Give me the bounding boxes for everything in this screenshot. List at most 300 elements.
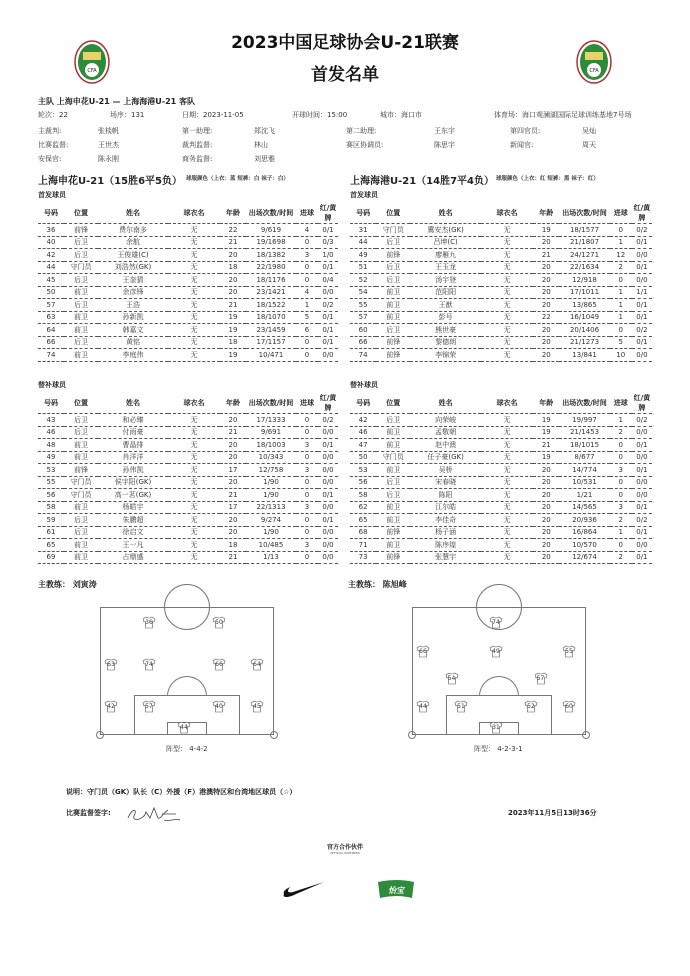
table-cell: 21 [533,439,559,452]
table-cell: 前卫 [376,286,410,299]
table-cell: 16/1049 [559,311,609,324]
table-cell: 无 [168,324,220,337]
partners-label-en: OFFICIAL PARTNERS [330,851,360,855]
table-cell: 前卫 [64,501,98,514]
table-cell: 前锋 [376,336,410,349]
table-cell: 侯宇阳(GK) [98,476,168,489]
table-cell: 53 [38,464,64,477]
table-row [350,464,652,477]
player-shirt-icon [416,700,430,713]
table-cell: 无 [481,551,533,564]
table-cell: 占鼎盛 [98,551,168,564]
table-cell: 0/1 [632,311,652,324]
signature-time: 2023年11月5日13时36分 [508,809,597,817]
table-cell: 44 [350,236,376,249]
svg-text:CFA: CFA [87,68,97,74]
svg-text:怡宝: 怡宝 [388,886,404,895]
table-cell: 前锋 [376,349,410,362]
table-cell: 9/691 [246,426,296,439]
official-label: 主裁判: [38,127,62,135]
table-header-row [38,203,338,224]
table-cell: 20 [220,476,246,489]
table-cell: 14/774 [559,464,609,477]
table-row [350,551,652,564]
table-cell: 1 [610,414,632,427]
table-cell: 李锦荣 [410,349,480,362]
table-cell: 0/1 [318,261,338,274]
column-header: 球衣名 [168,203,220,224]
table-cell: 36 [38,224,64,237]
table-cell: 2 [610,551,632,564]
table-cell: 0 [610,224,632,237]
table-cell: 0/1 [318,514,338,527]
player-shirt-icon [524,700,538,713]
table-cell: 吴桥 [410,464,480,477]
table-cell: 12/918 [559,274,609,287]
table-cell: 60 [350,324,376,337]
table-cell: 52 [350,274,376,287]
table-cell: 肖洋洋 [98,451,168,464]
table-cell: 0/0 [632,426,652,439]
official-name: 周天 [582,141,596,149]
table-cell: 0 [610,451,632,464]
home-formation-pitch [100,607,274,735]
table-cell: 18/1522 [246,299,296,312]
table-cell: 42 [38,249,64,262]
table-cell: 前锋 [376,526,410,539]
table-cell: 20 [533,476,559,489]
table-cell: 朱鹏超 [98,514,168,527]
table-cell: 20 [533,261,559,274]
table-cell: 0/2 [632,514,652,527]
table-cell: 3 [610,501,632,514]
table-cell: 王浩 [98,299,168,312]
table-cell: 21 [220,489,246,502]
player-shirt-icon [489,721,503,734]
player-shirt-icon [489,645,503,658]
table-cell: 57 [350,311,376,324]
table-cell: 20 [220,286,246,299]
table-cell: 9/274 [246,514,296,527]
table-cell: 守门员 [376,451,410,464]
table-cell: 0/1 [632,464,652,477]
table-cell: 0/1 [632,501,652,514]
table-row [38,236,338,249]
table-cell: 余彦锋 [98,286,168,299]
table-cell: 17/1157 [246,336,296,349]
home-team-title: 上海申花U-21（15胜6平5负） [38,176,183,187]
shirt-number: 52 [527,703,535,710]
table-cell: 18/1003 [246,439,296,452]
table-cell: 1/90 [246,526,296,539]
corner-arc [96,731,104,739]
table-cell: 范阳阳 [410,286,480,299]
column-header: 出场次数/时间 [559,203,609,224]
table-cell: 21/1453 [559,426,609,439]
player-shirt-icon [212,658,226,671]
official-name: 吴灿 [582,127,596,135]
table-cell: 无 [481,236,533,249]
table-cell: 13/841 [559,349,609,362]
table-cell: 前卫 [64,551,98,564]
table-cell: 0 [610,439,632,452]
table-cell: 后卫 [64,526,98,539]
table-cell: 孟敬朝 [410,426,480,439]
table-cell: 20 [533,324,559,337]
player-shirt-icon [416,645,430,658]
official-name: 林山 [254,141,268,149]
player-shirt-icon [142,658,156,671]
table-cell: 0/0 [632,249,652,262]
table-cell: 无 [168,236,220,249]
official-name: 张棪帆 [98,127,119,135]
column-header: 出场次数/时间 [246,203,296,224]
table-cell: 后卫 [376,236,410,249]
table-cell: 22 [533,311,559,324]
official-name: 郑沈飞 [254,127,275,135]
table-cell: 69 [38,551,64,564]
table-cell: 4 [296,286,318,299]
table-cell: 48 [38,439,64,452]
player-shirt-icon [562,645,576,658]
supervisor-signature-label: 比赛监督签字: [66,809,111,817]
table-cell: 彭号 [410,311,480,324]
shirt-number: 36 [145,619,153,626]
table-cell: 57 [38,299,64,312]
table-cell: 20 [220,439,246,452]
table-cell: 0 [296,551,318,564]
table-cell: 40 [38,236,64,249]
table-cell: 无 [168,439,220,452]
table-cell: 和必臻 [98,414,168,427]
table-cell: 0 [296,526,318,539]
away-coach: 主教练： 陈旭峰 [348,580,407,589]
table-cell: 0/0 [318,464,338,477]
table-cell: 0/0 [632,274,652,287]
home-subs-table [38,393,338,564]
table-cell: 0 [296,349,318,362]
table-cell: 0/1 [318,324,338,337]
table-cell: 19 [220,311,246,324]
table-row [350,439,652,452]
table-row [38,249,338,262]
table-cell: 前锋 [376,551,410,564]
official-name: 王世杰 [98,141,119,149]
table-cell: 46 [38,426,64,439]
table-cell: 0/1 [318,489,338,502]
table-cell: 0/0 [632,539,652,552]
table-cell: 4 [296,224,318,237]
column-header: 出场次数/时间 [559,393,609,414]
table-cell: 前锋 [64,224,98,237]
table-cell: 0/2 [632,324,652,337]
table-cell: 0 [296,336,318,349]
table-cell: 49 [38,451,64,464]
player-shirt-icon [212,616,226,629]
table-cell: 20 [533,526,559,539]
table-cell: 无 [481,224,533,237]
table-row [350,489,652,502]
penalty-arc [479,676,519,696]
table-cell: 前卫 [376,311,410,324]
table-cell: 0/2 [318,414,338,427]
away-kit-colors: 球服颜色（上衣：红 短裤：黑 袜子：红） [496,176,599,182]
table-cell: 徐启文 [98,526,168,539]
table-cell: 73 [350,551,376,564]
table-cell: 20 [533,551,559,564]
table-row [350,349,652,362]
table-cell: 1 [610,286,632,299]
table-cell: 前卫 [376,539,410,552]
table-cell: 0 [296,236,318,249]
column-header: 球衣名 [481,203,533,224]
table-cell: 0/0 [318,501,338,514]
table-cell: 守门员 [376,224,410,237]
penalty-arc [167,676,207,696]
table-cell: 前锋 [376,249,410,262]
table-cell: 李庭伟 [98,349,168,362]
table-cell: 陈阳 [410,489,480,502]
table-cell: 3 [296,539,318,552]
column-header: 进球 [296,203,318,224]
column-header: 球衣名 [481,393,533,414]
table-cell: 李佳奇 [410,514,480,527]
table-cell: 0/0 [318,526,338,539]
table-cell: 0/2 [632,414,652,427]
table-cell: 0/1 [318,439,338,452]
table-cell: 前卫 [376,501,410,514]
away-team-title: 上海海港U-21（14胜7平4负） [350,176,495,187]
table-cell: 21 [533,249,559,262]
match-date: 日期：2023-11-05 [182,111,244,119]
table-cell: 17 [220,464,246,477]
column-header: 出场次数/时间 [246,393,296,414]
table-cell: 0/1 [632,236,652,249]
shirt-number: 55 [565,648,573,655]
table-cell: 高一茗(GK) [98,489,168,502]
table-cell: 无 [481,336,533,349]
legend-note: 说明：守门员（GK）队长（C）外援（F）港澳特区和台湾地区球员（☆） [66,788,297,796]
player-shirt-icon [177,721,191,734]
table-cell: 0 [296,414,318,427]
official-name: 陈永刚 [98,155,119,163]
city: 城市：海口市 [380,111,422,119]
shirt-number: 50 [215,619,223,626]
table-cell: 17 [220,501,246,514]
table-cell: 20 [220,414,246,427]
table-cell: 21/1273 [559,336,609,349]
home-starters-label: 首发球员 [38,191,66,199]
table-cell: 王奎猜 [98,274,168,287]
table-cell: 12/674 [559,551,609,564]
table-cell: 0 [610,324,632,337]
table-cell: 58 [350,489,376,502]
table-cell: 2 [610,261,632,274]
table-cell: 0/0 [318,539,338,552]
table-cell: 0/1 [632,526,652,539]
table-cell: 费尔南多 [98,224,168,237]
table-row [38,501,338,514]
table-cell: 0 [296,261,318,274]
table-cell: 无 [168,311,220,324]
table-cell: 0 [296,476,318,489]
table-cell: 守门员 [64,476,98,489]
table-cell: 无 [168,451,220,464]
table-cell: 1 [610,311,632,324]
table-cell: 1/90 [246,489,296,502]
table-cell: 62 [350,501,376,514]
table-cell: 74 [350,349,376,362]
table-cell: 20 [533,539,559,552]
shirt-number: 54 [447,675,456,682]
table-cell: 王一凡 [98,539,168,552]
table-cell: 1/21 [559,489,609,502]
table-cell: 18 [220,539,246,552]
away-starters-label: 首发球员 [350,191,378,199]
table-cell: 20 [533,286,559,299]
table-cell: 19 [533,414,559,427]
table-row [38,299,338,312]
table-cell: 50 [350,451,376,464]
table-cell: 0/2 [318,299,338,312]
table-cell: 18 [220,261,246,274]
table-cell: 3 [610,464,632,477]
shirt-number: 51 [457,703,465,710]
table-cell: 无 [481,261,533,274]
column-header: 号码 [350,393,376,414]
table-cell: 20 [533,299,559,312]
table-cell: 20 [533,274,559,287]
table-cell: 无 [481,514,533,527]
table-cell: 无 [481,274,533,287]
yibao-logo [376,878,416,900]
table-cell: 20 [220,451,246,464]
table-cell: 无 [168,489,220,502]
table-cell: 后卫 [64,274,98,287]
official-name: 陈思宇 [434,141,455,149]
column-header: 进球 [610,203,632,224]
table-cell: 44 [38,261,64,274]
table-cell: 1 [610,236,632,249]
table-cell: 20 [220,274,246,287]
table-cell: 无 [481,286,533,299]
table-cell: 0/0 [318,451,338,464]
table-cell: 3 [296,439,318,452]
table-cell: 18/1577 [559,224,609,237]
stadium: 体育场：海口观澜湖国际足球训练基地7号场 [494,111,632,119]
table-cell: 江尔皓 [410,501,480,514]
table-cell: 孙伟凯 [98,464,168,477]
column-header: 姓名 [410,203,480,224]
table-cell: 韩嘉文 [98,324,168,337]
column-header: 进球 [610,393,632,414]
table-row [350,426,652,439]
table-cell: 49 [350,249,376,262]
shirt-number: 57 [536,675,545,682]
table-cell: 前卫 [64,439,98,452]
table-cell: 王俊雄(C) [98,249,168,262]
corner-arc [270,731,278,739]
table-cell: 0/0 [318,426,338,439]
table-cell: 21 [220,236,246,249]
player-shirt-icon [142,700,156,713]
table-cell: 0/1 [632,261,652,274]
table-cell: 18/1015 [559,439,609,452]
table-row [38,224,338,237]
table-cell: 16/864 [559,526,609,539]
table-cell: 10/570 [559,539,609,552]
table-cell: 无 [481,299,533,312]
table-cell: 无 [168,274,220,287]
table-cell: 19/1698 [246,236,296,249]
table-cell: 无 [481,539,533,552]
table-cell: 13/865 [559,299,609,312]
table-cell: 无 [481,526,533,539]
column-header: 位置 [64,393,98,414]
table-cell: 熊世豪 [410,324,480,337]
table-row [38,539,338,552]
official-label: 安保官: [38,155,62,163]
column-header: 姓名 [410,393,480,414]
table-cell: 8/677 [559,451,609,464]
table-cell: 74 [38,349,64,362]
table-cell: 前卫 [376,439,410,452]
table-cell: 19/997 [559,414,609,427]
table-row [350,501,652,514]
table-cell: 无 [481,451,533,464]
shirt-number: 31 [492,724,500,731]
table-cell: 3 [296,464,318,477]
table-cell: 无 [481,489,533,502]
table-cell: 无 [481,311,533,324]
table-cell: 后卫 [64,236,98,249]
table-cell: 1/90 [246,476,296,489]
table-row [350,451,652,464]
player-shirt-icon [212,700,226,713]
table-row [38,336,338,349]
table-cell: 后卫 [376,489,410,502]
table-cell: 23/1421 [246,286,296,299]
table-cell: 0/1 [318,336,338,349]
official-label: 新闻官: [510,141,534,149]
nike-logo [282,880,326,898]
table-cell: 吕坤(C) [410,236,480,249]
table-row [350,224,652,237]
table-cell: 1/1 [632,286,652,299]
table-cell: 17/1333 [246,414,296,427]
home-subs-label: 替补球员 [38,381,66,389]
table-cell: 无 [481,464,533,477]
table-cell: 前卫 [64,286,98,299]
table-cell: 后卫 [64,336,98,349]
table-cell: 前锋 [64,464,98,477]
table-cell: 19 [533,451,559,464]
table-row [350,261,652,274]
table-row [38,514,338,527]
shirt-number: 42 [107,703,115,710]
match-teams: 主队 上海申花U-21 — 上海海港U-21 客队 [38,97,196,106]
table-cell: 0/0 [632,349,652,362]
table-cell: 前卫 [376,299,410,312]
table-cell: 46 [350,426,376,439]
shirt-number: 64 [253,661,261,668]
shirt-number: 74 [492,619,500,626]
table-cell: 0/4 [318,274,338,287]
table-cell: 10/471 [246,349,296,362]
table-cell: 9/619 [246,224,296,237]
column-header: 年龄 [220,203,246,224]
table-cell: 后卫 [64,249,98,262]
